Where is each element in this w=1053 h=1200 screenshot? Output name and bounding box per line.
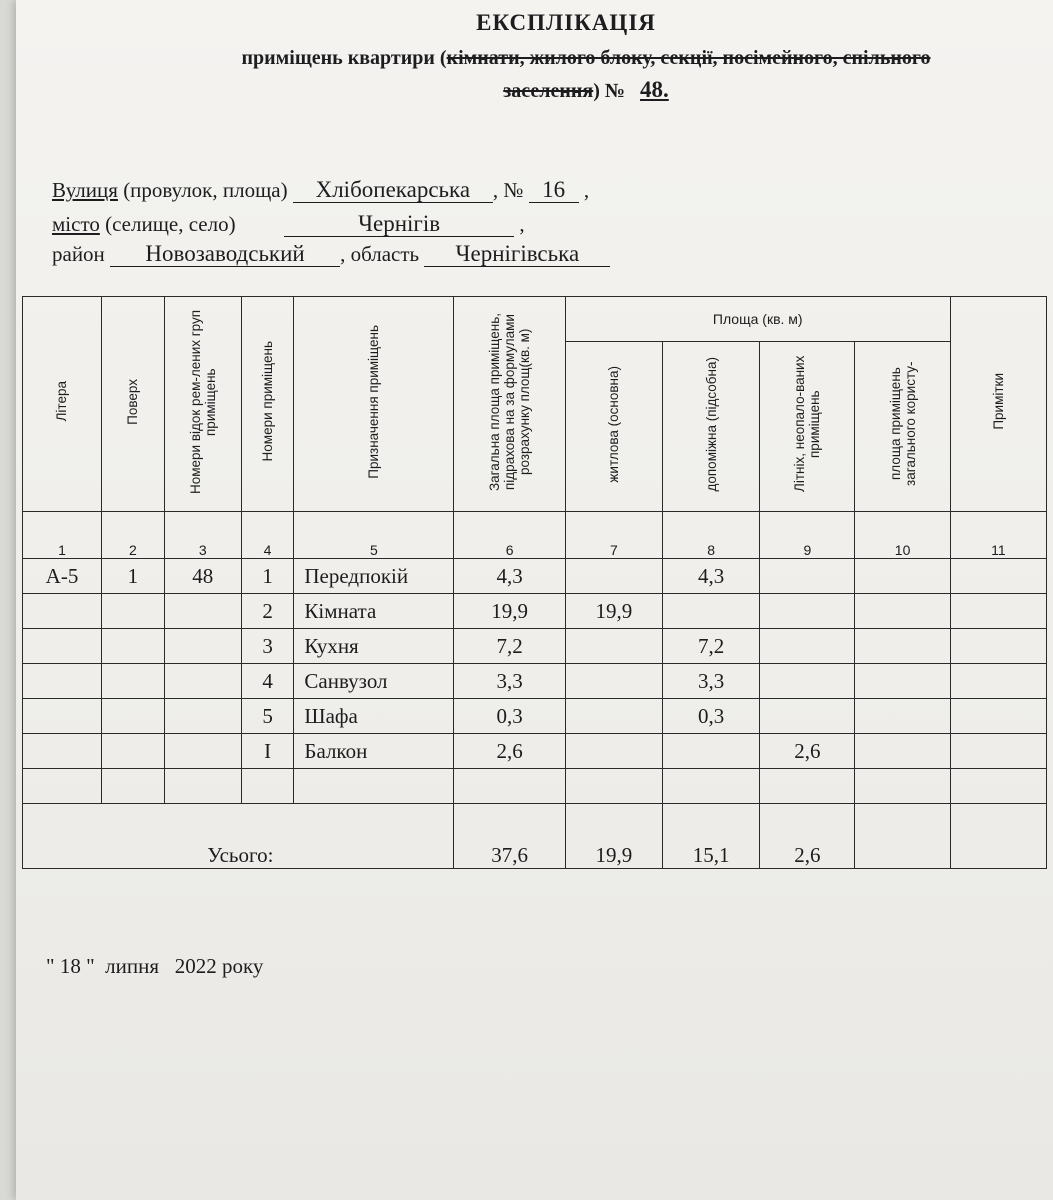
header-floor: Поверх	[101, 297, 164, 512]
cell-common	[855, 629, 950, 664]
table-row	[23, 699, 1047, 734]
cell-group: 48	[164, 559, 241, 594]
cell-total	[454, 769, 565, 804]
cell-floor: 1	[101, 559, 164, 594]
cell-room: 5	[241, 699, 294, 734]
column-number: 2	[101, 512, 164, 559]
column-number-row	[23, 512, 1047, 559]
totals-common	[855, 804, 950, 869]
district-label: район	[52, 242, 105, 266]
cell-summer	[760, 629, 855, 664]
header-common: площа приміщень загального користу-	[855, 342, 950, 512]
column-number: 5	[294, 512, 454, 559]
cell-common	[855, 699, 950, 734]
cell-notes	[950, 734, 1046, 769]
cell-litera: А-5	[23, 559, 102, 594]
column-number: 7	[565, 512, 662, 559]
header-notes: Примітки	[950, 297, 1046, 512]
table-row	[23, 629, 1047, 664]
header-group-numbers: Номери відок рем-лених груп приміщень	[164, 297, 241, 512]
cell-litera	[23, 734, 102, 769]
cell-group	[164, 769, 241, 804]
cell-purpose: Кухня	[294, 629, 454, 664]
cell-notes	[950, 664, 1046, 699]
cell-floor	[101, 629, 164, 664]
cell-total: 0,3	[454, 699, 565, 734]
cell-aux: 7,2	[663, 629, 760, 664]
cell-floor	[101, 769, 164, 804]
cell-purpose: Передпокій	[294, 559, 454, 594]
cell-room: 4	[241, 664, 294, 699]
explication-table	[22, 296, 1047, 869]
city-line: місто (селище, село) Чернігів ,	[52, 211, 525, 236]
cell-purpose	[294, 769, 454, 804]
cell-notes	[950, 559, 1046, 594]
totals-summer: 2,6	[760, 804, 855, 869]
cell-group	[164, 734, 241, 769]
cell-group	[164, 629, 241, 664]
cell-floor	[101, 594, 164, 629]
column-number: 9	[760, 512, 855, 559]
document-subtitle	[126, 42, 1046, 107]
cell-aux	[663, 594, 760, 629]
cell-summer	[760, 699, 855, 734]
cell-floor	[101, 734, 164, 769]
cell-notes	[950, 769, 1046, 804]
cell-litera	[23, 664, 102, 699]
table-row	[23, 664, 1047, 699]
cell-aux: 0,3	[663, 699, 760, 734]
table-row	[23, 769, 1047, 804]
region-label: , область	[340, 242, 420, 266]
cell-living	[565, 559, 662, 594]
cell-floor	[101, 699, 164, 734]
cell-aux	[663, 734, 760, 769]
totals-living: 19,9	[565, 804, 662, 869]
subtitle-prefix: приміщень квартири (	[241, 47, 447, 69]
document-sheet	[16, 0, 1053, 1200]
cell-floor	[101, 664, 164, 699]
city-label: місто	[52, 212, 100, 236]
subtitle-struck-text-1: кімнати, жилого блоку, секції, посімейного, спільного	[446, 47, 931, 69]
totals-row	[23, 804, 1047, 869]
cell-living	[565, 664, 662, 699]
cell-living	[565, 769, 662, 804]
cell-total: 19,9	[454, 594, 565, 629]
cell-summer	[760, 559, 855, 594]
cell-summer	[760, 769, 855, 804]
subtitle-struck-text-2: заселення	[503, 80, 594, 102]
cell-litera	[23, 699, 102, 734]
cell-summer	[760, 594, 855, 629]
header-total-area: Загальна площа приміщень, підрахова на за формулами розрахунку площ(кв. м)	[454, 297, 565, 512]
cell-common	[855, 664, 950, 699]
column-number: 1	[23, 512, 102, 559]
header-litera: Літера	[23, 297, 102, 512]
header-purpose: Призначення приміщень	[294, 297, 454, 512]
cell-living: 19,9	[565, 594, 662, 629]
cell-common	[855, 769, 950, 804]
totals-total: 37,6	[454, 804, 565, 869]
cell-common	[855, 559, 950, 594]
cell-notes	[950, 594, 1046, 629]
street-value: Хлібопекарська	[293, 178, 493, 203]
cell-total: 7,2	[454, 629, 565, 664]
cell-notes	[950, 699, 1046, 734]
header-living: житлова (основна)	[565, 342, 662, 512]
cell-aux: 3,3	[663, 664, 760, 699]
city-value: Чернігів	[284, 212, 514, 237]
totals-aux: 15,1	[663, 804, 760, 869]
cell-purpose: Балкон	[294, 734, 454, 769]
totals-label: Усього:	[23, 804, 454, 869]
cell-aux: 4,3	[663, 559, 760, 594]
document-date: " 18 " липня 2022 року	[46, 954, 264, 978]
cell-total: 3,3	[454, 664, 565, 699]
table-row	[23, 734, 1047, 769]
street-label: Вулиця	[52, 178, 118, 202]
subtitle-suffix: ) №	[593, 80, 625, 102]
totals-notes	[950, 804, 1046, 869]
document-title: ЕКСПЛІКАЦІЯ	[476, 10, 656, 35]
cell-litera	[23, 629, 102, 664]
table-row	[23, 594, 1047, 629]
cell-room: 1	[241, 559, 294, 594]
apartment-number: 48.	[640, 77, 669, 102]
header-area-group: Площа (кв. м)	[565, 297, 950, 342]
header-room-numbers: Номери приміщень	[241, 297, 294, 512]
column-number: 11	[950, 512, 1046, 559]
column-number: 6	[454, 512, 565, 559]
cell-common	[855, 594, 950, 629]
header-summer: Літніх, неопало-ваних приміщень	[760, 342, 855, 512]
house-number-value: 16	[529, 178, 579, 203]
cell-summer: 2,6	[760, 734, 855, 769]
cell-purpose: Шафа	[294, 699, 454, 734]
cell-room: 3	[241, 629, 294, 664]
cell-litera	[23, 594, 102, 629]
street-line: Вулиця (провулок, площа) Хлібопекарська , № 16 ,	[52, 177, 590, 202]
cell-purpose: Кімната	[294, 594, 454, 629]
cell-litera	[23, 769, 102, 804]
cell-group	[164, 664, 241, 699]
cell-group	[164, 594, 241, 629]
header-auxiliary: допоміжна (підсобна)	[663, 342, 760, 512]
cell-aux	[663, 769, 760, 804]
district-line	[52, 242, 610, 267]
cell-living	[565, 629, 662, 664]
cell-summer	[760, 664, 855, 699]
column-number: 8	[663, 512, 760, 559]
column-number: 3	[164, 512, 241, 559]
cell-purpose: Санвузол	[294, 664, 454, 699]
cell-room: 2	[241, 594, 294, 629]
column-number: 4	[241, 512, 294, 559]
number-label: , №	[492, 178, 524, 202]
city-label-rest: (селище, село)	[105, 212, 236, 236]
cell-common	[855, 734, 950, 769]
region-value: Чернігівська	[424, 242, 610, 267]
cell-total: 2,6	[454, 734, 565, 769]
cell-room: I	[241, 734, 294, 769]
table-row	[23, 559, 1047, 594]
cell-room	[241, 769, 294, 804]
cell-living	[565, 699, 662, 734]
cell-group	[164, 699, 241, 734]
cell-total: 4,3	[454, 559, 565, 594]
district-value: Новозаводський	[110, 242, 340, 267]
street-label-rest: (провулок, площа)	[123, 178, 288, 202]
cell-notes	[950, 629, 1046, 664]
column-number: 10	[855, 512, 950, 559]
cell-living	[565, 734, 662, 769]
